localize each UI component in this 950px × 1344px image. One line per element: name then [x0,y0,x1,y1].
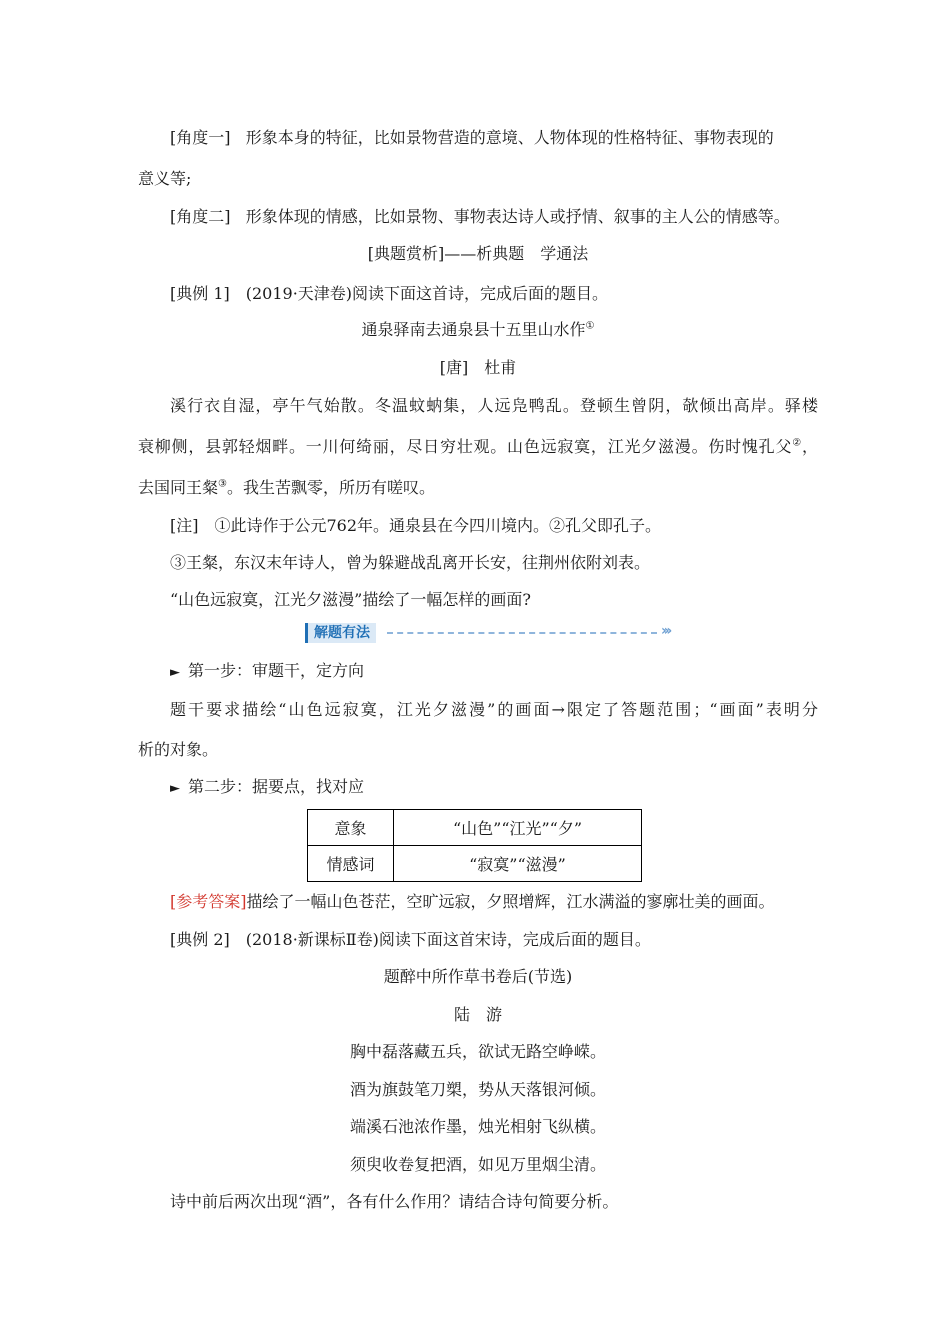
example1-poem-line3 [138,477,818,499]
example1-poem-line2 [138,436,818,458]
angle2-text: 形象体现的情感，比如景物、事物表达诗人或抒情、叙事的主人公的情感等。 [245,207,790,226]
example1-poem-title [138,319,818,341]
example1-answer [170,891,818,913]
triangle-bullet-icon: ► [170,781,180,796]
example1-question: “山色远寂寞，江光夕滋漫”描绘了一幅怎样的画面? [170,590,531,609]
method-banner [305,622,685,644]
section-title: [典题赏析]——析典题 学通法 [367,244,589,263]
method-banner-dashed-line [387,632,657,634]
example2-author: 陆 游 [453,1005,502,1024]
example1-poem-title-text: 通泉驿南去通泉县十五里山水作 [361,320,586,339]
step2-text: 第二步：据要点，找对应 [188,777,365,796]
triangle-bullet-icon: ► [170,665,180,680]
angle2-line [170,206,818,228]
example1-note1: [注] ①此诗作于公元762年。通泉县在今四川境内。②孔父即孔子。 [170,516,662,535]
table-cell-value: “山色”“江光”“夕” [394,810,642,846]
step2-heading [170,776,818,800]
example2-poem-line: 端溪石池浓作墨，烛光相射飞纵横。 [349,1117,606,1136]
example2-poem-line: 酒为旗鼓笔刀槊，势从天落银河倾。 [349,1080,606,1099]
answer-text: 描绘了一幅山色苍茫，空旷远寂，夕照增辉，江水满溢的寥廓壮美的画面。 [246,892,775,911]
step1-line2: 析的对象。 [138,740,219,759]
angle1-text: 形象本身的特征，比如景物营造的意境、人物体现的性格特征、事物表现的 [245,128,774,147]
method-banner-label: 解题有法 [305,623,376,643]
step1-line1: 题干要求描绘“山色远寂寞，江光夕滋漫”的画面→限定了答题范围；“画面”表明分 [170,700,818,719]
table-cell-value: “寂寞”“滋漫” [394,846,642,882]
example1-author: [唐] 杜甫 [439,358,517,377]
footnote-marker-2: ② [792,437,802,449]
table-row [308,846,642,882]
example2-poem-line: 胸中磊落藏五兵，欲试无路空峥嵘。 [349,1042,606,1061]
step1-text: 第一步：审题干，定方向 [188,661,365,680]
poem-line2-text: 衰柳侧，县郭轻烟畔。一川何绮丽，尽日穷壮观。山色远寂寞，江光夕滋漫。伤时愧孔父 [138,437,793,456]
angle1-line1 [170,127,818,149]
step1-heading [170,660,818,684]
table-cell-head: 情感词 [308,846,394,882]
footnote-marker-3: ③ [218,478,227,490]
example2-question: 诗中前后两次出现“酒”，各有什么作用？请结合诗句简要分析。 [170,1192,619,1211]
poem-line3-text: 去国同王粲 [138,478,219,497]
footnote-marker-1: ① [585,320,595,332]
example1-intro: [典例 1] (2019·天津卷)阅读下面这首诗，完成后面的题目。 [170,284,609,303]
example2-poem-title: 题醉中所作草书卷后(节选) [383,967,573,986]
answer-label: [参考答案] [170,892,247,911]
chevrons-right-icon: ››› [661,623,670,639]
table-cell-head: 意象 [308,810,394,846]
angle1-line2: 意义等; [138,169,192,188]
analysis-table [307,809,642,882]
example2-intro: [典例 2] (2018·新课标Ⅱ卷)阅读下面这首宋诗，完成后面的题目。 [170,930,651,949]
poem-line2-end: ， [801,437,818,456]
table-row [308,810,642,846]
angle2-tag: [角度二] [170,207,231,226]
example1-poem-line1: 溪行衣自湿，亭午气始散。冬温蚊蚋集，人远凫鸭乱。登顿生曾阴，欹倾出高岸。驿楼 [170,396,818,415]
example2-poem-line: 须臾收卷复把酒，如见万里烟尘清。 [349,1155,606,1174]
example1-note2: ③王粲，东汉末年诗人，曾为躲避战乱离开长安，往荆州依附刘表。 [170,553,651,572]
poem-line3-end: 。我生苦飘零，所历有嗟叹。 [226,478,435,497]
angle1-tag: [角度一] [170,128,231,147]
